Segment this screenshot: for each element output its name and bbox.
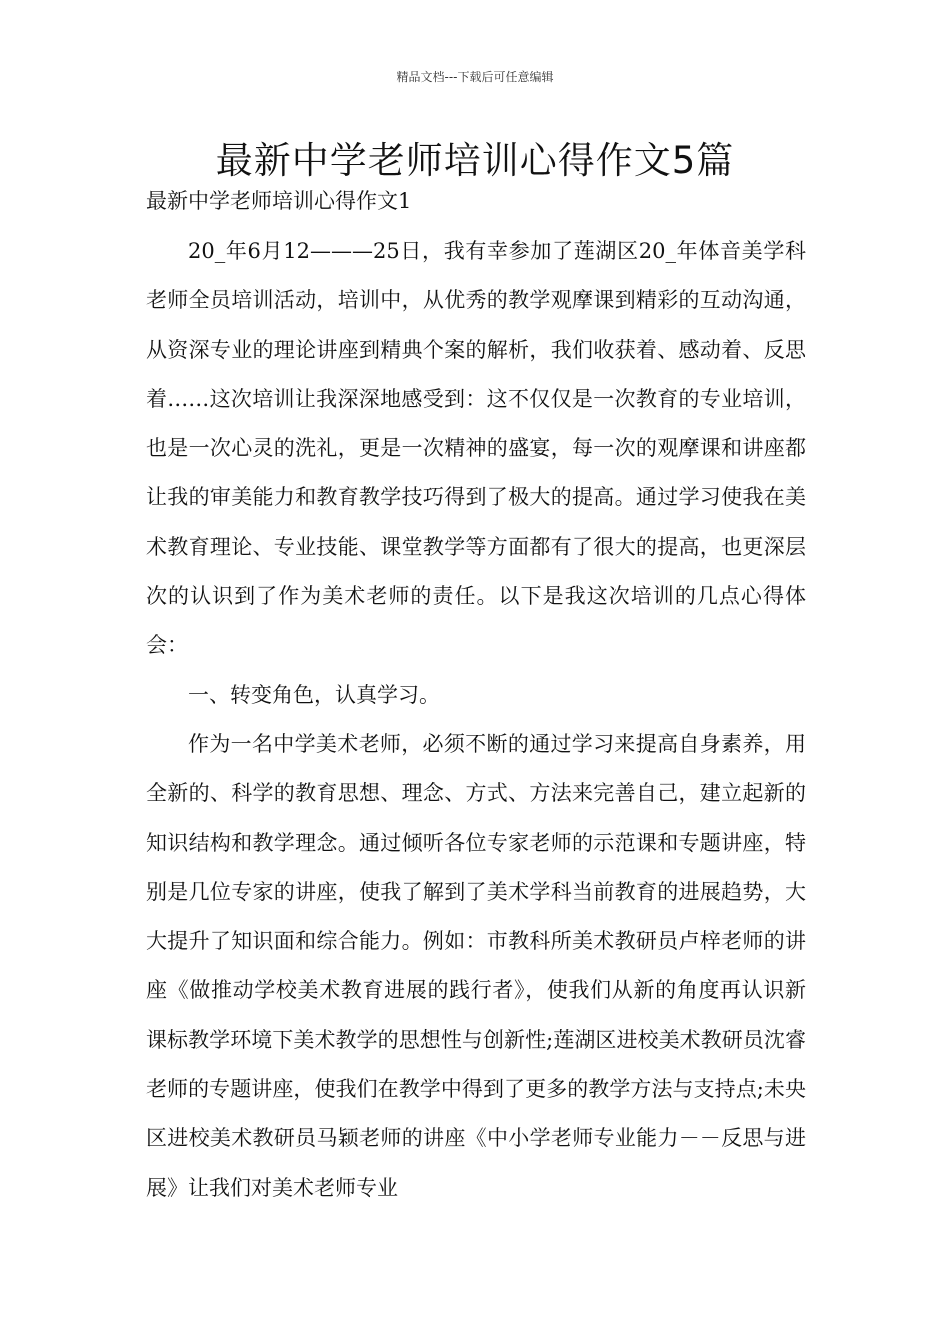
body-text <box>146 227 806 1213</box>
paragraph-intro: 20_年6月12———25日，我有幸参加了莲湖区20_年体音美学科老师全员培训活动，培训中，从优秀的教学观摩课到精彩的互动沟通，从资深专业的理论讲座到精典个案的解析，我们收获着、感动着、反思着……这次培训让我深深地感受到：这不仅仅是一次教育的专业培训，也是一次心灵的洗礼，更是一次精神的盛宴，每一次的观摩课和讲座都让我的审美能力和教育教学技巧得到了极大的提高。通过学习使我在美术教育理论、专业技能、课堂教学等方面都有了很大的提高，也更深层次的认识到了作为美术老师的责任。以下是我这次培训的几点心得体会： <box>146 239 806 658</box>
paragraph-body-1: 作为一名中学美术老师，必须不断的通过学习来提高自身素养，用全新的、科学的教育思想、理念、方式、方法来完善自己，建立起新的知识结构和教学理念。通过倾听各位专家老师的示范课和专题讲座，特别是几位专家的讲座，使我了解到了美术学科当前教育的进展趋势，大大提升了知识面和综合能力。例如：市教科所美术教研员卢梓老师的讲座《做推动学校美术教育进展的践行者》，使我们从新的角度再认识新课标教学环境下美术教学的思想性与创新性;莲湖区进校美术教研员沈睿老师的专题讲座，使我们在教学中得到了更多的教学方法与支持点;未央区进校美术教研员马颖老师的讲座《中小学老师专业能力－－反思与进展》让我们对美术老师专业 <box>146 731 806 1200</box>
header-note: 精品文档---下载后可任意编辑 <box>396 70 554 84</box>
paragraph-heading-1: 一、转变角色，认真学习。 <box>188 682 440 707</box>
document-title: 最新中学老师培训心得作文5篇 <box>215 139 735 182</box>
section-subtitle: 最新中学老师培训心得作文1 <box>146 189 412 213</box>
